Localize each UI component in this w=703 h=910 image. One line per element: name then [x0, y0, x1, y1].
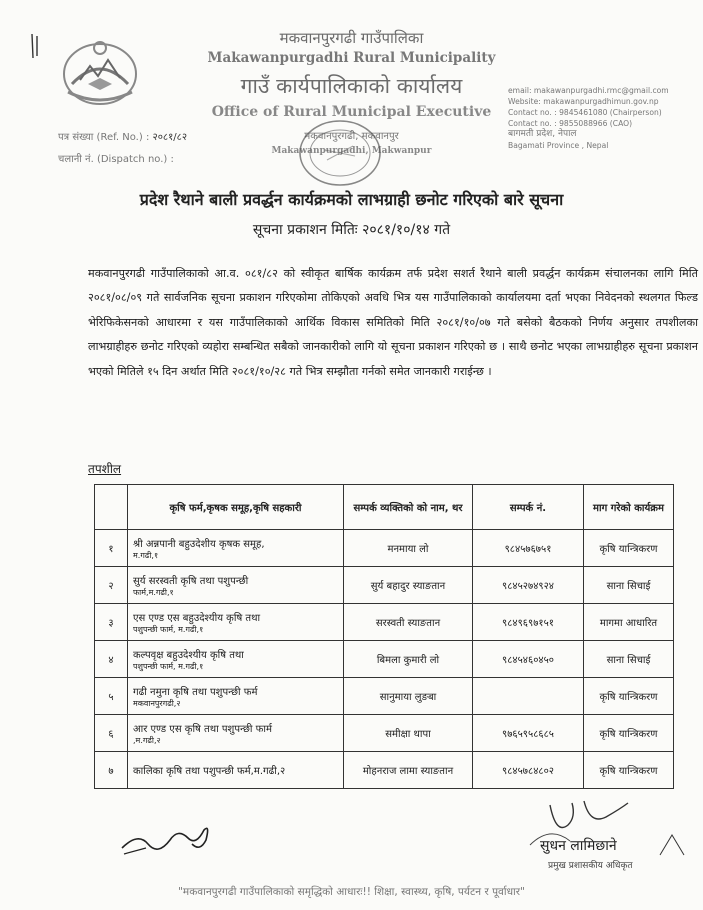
cell-phone: ९८४९६९७१५१: [473, 604, 584, 641]
column-header-contact-person: सम्पर्क व्यक्तिको को नाम, थर: [344, 485, 473, 530]
cell-organization: [128, 604, 344, 641]
cell-sn: २: [95, 567, 128, 604]
cell-organization: [128, 530, 344, 567]
cell-contact-person: सानुमाया लुङबा: [344, 678, 473, 715]
organization-address: पशुपन्छी फार्म, म.गढी,१: [133, 661, 204, 671]
organization-address: पशुपन्छी फार्म, म.गढी,१: [133, 624, 204, 634]
office-name-en: Office of Rural Municipal Executive: [211, 104, 492, 120]
municipality-name-en: Makawanpurgadhi Rural Municipality: [207, 50, 496, 66]
column-header-program: माग गरेको कार्यक्रम: [584, 485, 674, 530]
cell-phone: ९७६५९५८६८५: [473, 715, 584, 752]
cell-contact-person: मोहनराज लामा स्याङतान: [344, 752, 473, 789]
organization-address: फार्म,म.गढी,१: [133, 587, 174, 597]
cell-sn: ६: [95, 715, 128, 752]
reference-number: पत्र संख्या (Ref. No.) : २०८१/८२: [58, 132, 188, 143]
cell-phone: ९८४५७८४८०२: [473, 752, 584, 789]
contact-block: [508, 85, 669, 151]
cell-phone: ९८४५७६७५१: [473, 530, 584, 567]
cell-organization: [128, 678, 344, 715]
cell-organization: [128, 752, 344, 789]
signature-left-icon: [118, 818, 218, 858]
cell-contact-person: समीक्षा थापा: [344, 715, 473, 752]
cell-sn: ७: [95, 752, 128, 789]
contact-phone-chair: Contact no. : 9845461080 (Chairperson): [508, 108, 662, 117]
table-row: [95, 678, 674, 715]
signatory-title: प्रमुख प्रशासकीय अधिकृत: [548, 861, 633, 871]
table-row: [95, 715, 674, 752]
cell-program: कृषि यान्त्रिकरण: [584, 678, 674, 715]
cell-program: साना सिचाई: [584, 567, 674, 604]
office-stamp-icon: [285, 112, 395, 194]
organization-address: मकवानपुरगढी,२: [133, 698, 181, 708]
cell-program: कृषि यान्त्रिकरण: [584, 715, 674, 752]
cell-organization: [128, 567, 344, 604]
footer-slogan: "मकवानपुरगढी गाउँपालिकाको समृद्धिको आधारः!! शिक्षा, स्वास्थ्य, कृषि, पर्यटन र पूर्वाधार": [178, 886, 525, 898]
table-header-row: [95, 485, 674, 530]
organization-address: म.गढी,१: [133, 550, 159, 560]
beneficiary-table: [94, 484, 674, 789]
table-row: [95, 530, 674, 567]
dispatch-number: चलानी नं. (Dispatch no.) :: [58, 154, 174, 165]
address-np: मकवानपुरगढी, मकवानपुर: [304, 131, 399, 142]
organization-name: सुर्य सरस्वती कृषि तथा पशुपन्छी: [133, 575, 249, 587]
cell-program: कृषि यान्त्रिकरण: [584, 530, 674, 567]
cell-contact-person: मनमाया लो: [344, 530, 473, 567]
column-header-sn: [95, 485, 128, 530]
organization-address: ,म.गढी,२: [133, 735, 161, 745]
cell-program: मागमा आधारित: [584, 604, 674, 641]
signatory-name: सुधन लामिछाने: [540, 838, 617, 854]
address-en: Makawanpurgadhi, Makwanpur: [271, 146, 432, 156]
contact-phone-cao: Contact no. : 9855088966 (CAO): [508, 119, 633, 128]
table-row: [95, 641, 674, 678]
cell-contact-person: बिमला कुमारी लो: [344, 641, 473, 678]
cell-phone: ९८४५२७४९२४: [473, 567, 584, 604]
office-name-np: गाउँ कार्यपालिकाको कार्यालय: [240, 74, 463, 98]
cell-phone: ९८४५४६०४५०: [473, 641, 584, 678]
contact-website: Website: makawanpurgadhimun.gov.np: [508, 97, 659, 106]
cell-sn: ४: [95, 641, 128, 678]
cell-sn: ५: [95, 678, 128, 715]
cell-organization: [128, 715, 344, 752]
notice-title: प्रदेश रैथाने बाली प्रवर्द्धन कार्यक्रमको लाभग्राही छनोट गरिएको बारे सूचना: [139, 190, 564, 209]
column-header-organization: कृषि फर्म,कृषक समूह,कृषि सहकारी: [128, 485, 344, 530]
organization-name: कालिका कृषि तथा पशुपन्छी फर्म,म.गढी,२: [133, 766, 286, 777]
table-row: [95, 604, 674, 641]
details-heading: तपशील: [88, 462, 122, 476]
cell-contact-person: सरस्वती स्याङतान: [344, 604, 473, 641]
contact-email: email: makawanpurgadhi.rmc@gmail.com: [508, 86, 669, 95]
province-en: Bagamati Province , Nepal: [508, 141, 609, 150]
cell-contact-person: सुर्य बहादुर स्याङतान: [344, 567, 473, 604]
province-np: बागमती प्रदेश, नेपाल: [508, 129, 577, 139]
organization-name: आर एण्ड एस कृषि तथा पशुपन्छी फार्म: [133, 723, 272, 735]
organization-name: गढी नमुना कृषि तथा पशुपन्छी फर्म: [133, 686, 258, 698]
cell-organization: [128, 641, 344, 678]
municipality-name-np: मकवानपुरगढी गाउँपालिका: [279, 29, 424, 47]
organization-name: एस एण्ड एस बहुउदेश्यीय कृषि तथा: [133, 612, 261, 624]
cell-sn: ३: [95, 604, 128, 641]
organization-name: कल्पवृक्ष बहुउदेश्यीय कृषि तथा: [133, 649, 244, 661]
cell-phone: [473, 678, 584, 715]
column-header-phone: सम्पर्क नं.: [473, 485, 584, 530]
table-row: [95, 752, 674, 789]
organization-name: श्री अन्नपानी बहुउदेशीय कृषक समूह,: [133, 538, 265, 550]
table-row: [95, 567, 674, 604]
cell-program: कृषि यान्त्रिकरण: [584, 752, 674, 789]
cell-sn: १: [95, 530, 128, 567]
cell-program: साना सिचाई: [584, 641, 674, 678]
notice-publish-date: सूचना प्रकाशन मितिः २०८१/१०/१४ गते: [252, 222, 451, 238]
notice-body: मकवानपुरगढी गाउँपालिकाको आ.व. ०८१/८२ को स्वीकृत बार्षिक कार्यक्रम तर्फ प्रदेश सशर्त रैथाने बाली प्रवर्द्धन कार्यक्रम संचालनका लागि मिति २०८१/०८/०९ गते सार्वजनिक सूचना प्रकाशन गरिएकोमा तोकिएको अवधि भित्र यस गाउँपालिकाको कार्यालयमा दर्ता भएका निवेदनको स्थलगत फिल्ड भेरिफिकेसनको आधारमा र यस गाउँपालिकाको आर्थिक विकास समितिको मिति २०८१/१०/०७ गते बसेको बैठकको निर्णय अनुसार तपशीलका लाभग्राहीहरु छनोट गरिएको व्यहोरा सम्बन्धित सबैको जानकारीको लागि यो सूचना प्रकाशन गरिएको छ । साथै छनोट भएका लाभग्राहीहरु सूचना प्रकाशन भएको मितिले १५ दिन अर्थात मिति २०८१/१०/२८ गते भित्र सम्झौता गर्नको समेत जानकारी गराईन्छ ।: [88, 267, 698, 378]
